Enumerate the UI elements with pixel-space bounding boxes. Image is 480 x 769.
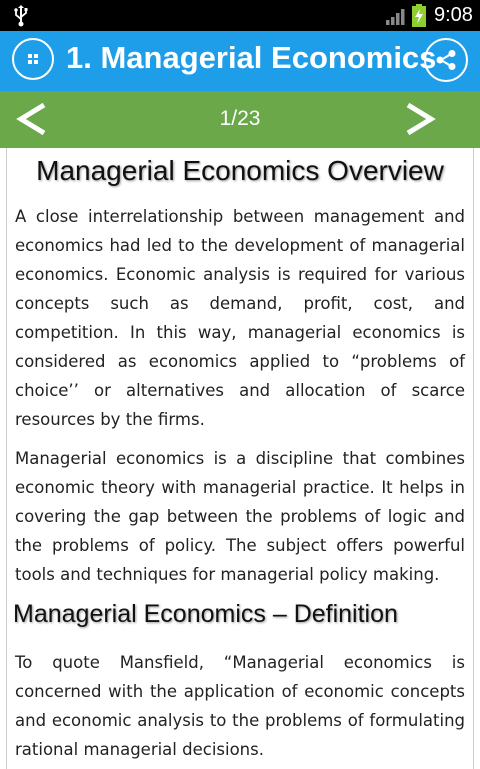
next-page-button[interactable]	[404, 102, 436, 140]
chevron-left-icon	[16, 102, 48, 136]
usb-icon	[14, 5, 28, 31]
chevron-right-icon	[404, 102, 436, 136]
paragraph-3: To quote Mansfield, “Managerial economics is concerned with the application of economic concepts and economic analysis to the problems of formulating rational managerial decisions.	[15, 653, 465, 759]
paragraph-1: A close interrelationship between management and economics had led to the development of managerial economics. Economic analysis is required for various concepts such as demand, profit, cost, and competition. In this way, managerial economics is considered as economics applied to “problems of choice’’ or alternatives and allocation of scarce resources by the firms.	[15, 207, 465, 429]
paragraph-2: Managerial economics is a discipline that combines economic theory with managerial practice. It helps in covering the gap between the problems of logic and the problems of policy. The subject offers powerful tools and techniques for managerial policy making.	[15, 449, 465, 584]
menu-button[interactable]	[12, 38, 54, 80]
signal-icon	[386, 7, 408, 29]
status-time: 9:08	[434, 4, 473, 26]
overview-heading: Managerial Economics Overview	[36, 155, 444, 186]
previous-page-button[interactable]	[16, 102, 48, 140]
page-indicator: 1/23	[219, 107, 261, 130]
app-title: 1. Managerial Economics	[66, 40, 437, 75]
app-bar	[0, 31, 480, 91]
definition-heading: Managerial Economics – Definition	[13, 600, 398, 628]
pager-bar	[0, 91, 480, 148]
status-bar	[0, 0, 480, 31]
article-content[interactable]	[6, 148, 474, 769]
battery-charging-icon	[411, 4, 427, 32]
share-button[interactable]	[424, 38, 468, 82]
